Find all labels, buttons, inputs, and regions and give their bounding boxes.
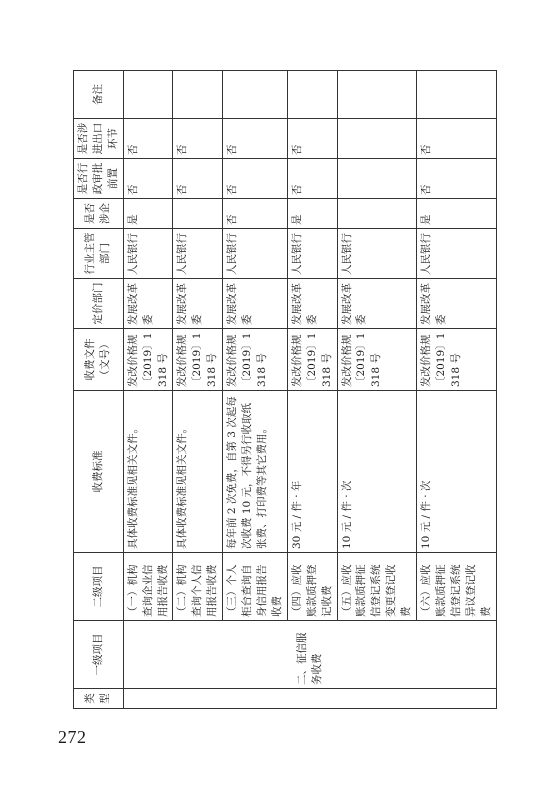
admin-approval-cell: 否: [417, 159, 497, 199]
page-number: 272: [58, 727, 87, 747]
document-cell: 发改价格规〔2019〕1318 号: [173, 329, 223, 391]
pricing-dept-cell: 发展改革委: [123, 279, 173, 329]
header-admin-approval: 是否行政审批前置: [74, 159, 124, 199]
pricing-dept-cell: 发展改革委: [287, 279, 337, 329]
level2-cell: （四）应收账款质押登记收费: [287, 553, 337, 621]
document-cell: 发改价格规〔2019〕1318 号: [287, 329, 337, 391]
industry-dept-cell: 人民银行: [223, 229, 288, 279]
import-export-cell: 否: [287, 119, 337, 159]
document-cell: 发改价格规〔2019〕1318 号: [337, 329, 417, 391]
header-type: 类型: [74, 689, 124, 709]
header-document: 收费文件（文号）: [74, 329, 124, 391]
table-row: [287, 71, 337, 709]
table-row: [223, 71, 288, 709]
pricing-dept-cell: 发展改革委: [173, 279, 223, 329]
table-row: [337, 71, 417, 709]
header-row: [74, 71, 124, 709]
rotated-fee-table-wrapper: [73, 71, 491, 709]
industry-dept-cell: 人民银行: [123, 229, 173, 279]
group-label-cell: 二、征信服务收费: [123, 621, 496, 689]
remarks-cell: [173, 71, 223, 119]
table-row: [123, 71, 173, 709]
remarks-cell: [417, 71, 497, 119]
remarks-cell: [337, 71, 417, 119]
standard-cell: 具体收费标准见相关文件。: [123, 391, 173, 553]
enterprise-cell: 是: [123, 199, 173, 229]
admin-approval-cell: [337, 159, 417, 199]
document-cell: 发改价格规〔2019〕1318 号: [417, 329, 497, 391]
header-standard: 收费标准: [74, 391, 124, 553]
import-export-cell: 否: [223, 119, 288, 159]
admin-approval-cell: 否: [287, 159, 337, 199]
standard-cell: 具体收费标准见相关文件。: [173, 391, 223, 553]
standard-cell: 10 元 / 件 · 次: [337, 391, 417, 553]
type-cell: [123, 689, 496, 709]
header-enterprise: 是否涉企: [74, 199, 124, 229]
import-export-cell: 否: [417, 119, 497, 159]
table-row: [417, 71, 497, 709]
industry-dept-cell: 人民银行: [173, 229, 223, 279]
header-level2: 二级项目: [74, 553, 124, 621]
industry-dept-cell: 人民银行: [417, 229, 497, 279]
remarks-cell: [287, 71, 337, 119]
document-cell: 发改价格规〔2019〕1318 号: [123, 329, 173, 391]
header-remarks: 备注: [74, 71, 124, 119]
document-cell: 发改价格规〔2019〕1318 号: [223, 329, 288, 391]
enterprise-cell: [173, 199, 223, 229]
level2-cell: （三）个人柜台查询自身信用报告收费: [223, 553, 288, 621]
enterprise-cell: 是: [417, 199, 497, 229]
header-import-export: 是否涉进出口环节: [74, 119, 124, 159]
admin-approval-cell: 否: [223, 159, 288, 199]
enterprise-cell: 否: [223, 199, 288, 229]
remarks-cell: [223, 71, 288, 119]
level2-cell: （二）机构查询个人信用报告收费: [173, 553, 223, 621]
admin-approval-cell: 否: [123, 159, 173, 199]
standard-cell: 10 元 / 件 · 次: [417, 391, 497, 553]
pricing-dept-cell: 发展改革委: [417, 279, 497, 329]
industry-dept-cell: 人民银行: [337, 229, 417, 279]
enterprise-cell: 是: [287, 199, 337, 229]
header-pricing-dept: 定价部门: [74, 279, 124, 329]
header-industry-dept: 行业主管部门: [74, 229, 124, 279]
fee-table: [73, 70, 497, 709]
table-row: [173, 71, 223, 709]
import-export-cell: 否: [173, 119, 223, 159]
enterprise-cell: [337, 199, 417, 229]
import-export-cell: 否: [123, 119, 173, 159]
level2-cell: （一）机构查询企业信用报告收费: [123, 553, 173, 621]
header-level1: 一级项目: [74, 621, 124, 689]
remarks-cell: [123, 71, 173, 119]
level2-cell: （五）应收账款质押征信登记系统变更登记收费: [337, 553, 417, 621]
pricing-dept-cell: 发展改革委: [223, 279, 288, 329]
level2-cell: （六）应收账款质押征信登记系统异议登记收费: [417, 553, 497, 621]
industry-dept-cell: 人民银行: [287, 229, 337, 279]
standard-cell: 30 元 / 件 · 年: [287, 391, 337, 553]
pricing-dept-cell: 发展改革委: [337, 279, 417, 329]
standard-cell: 每年前 2 次免费，自第 3 次起每次收费 10 元，不得另行收取纸张费、打印费等其它费用。: [223, 391, 288, 553]
admin-approval-cell: 否: [173, 159, 223, 199]
import-export-cell: [337, 119, 417, 159]
